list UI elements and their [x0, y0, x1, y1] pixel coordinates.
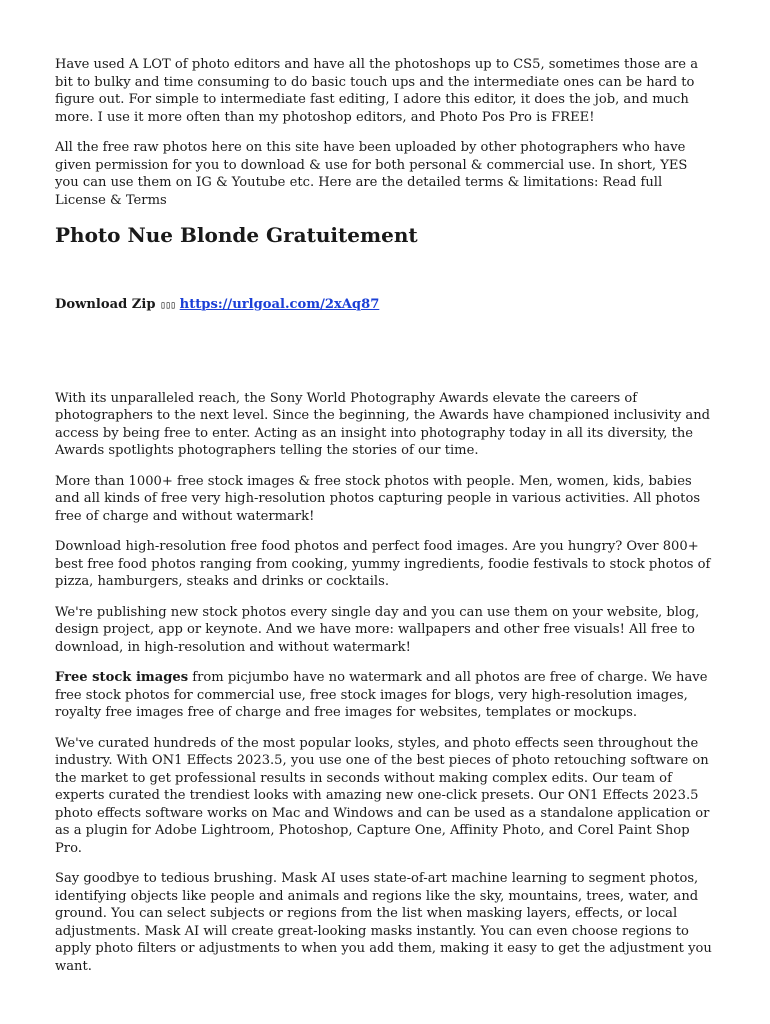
intro-paragraph-2: All the free raw photos here on this site have been uploaded by other photographers who have given permission for you to download & use for both personal & commercial use. In short, YES you can use them on IG & Youtube etc. Here are the detailed terms & limitations: Read full License & Terms	[55, 140, 688, 208]
body-paragraph-2: More than 1000+ free stock images & free stock photos with people. Men, women, kids, babies and all kinds of free very high-resolution photos capturing people in various activities. All photos free of charge and without watermark!	[55, 473, 701, 524]
download-link[interactable]: https://urlgoal.com/2xAq87	[179, 297, 380, 312]
body-paragraph-6: We've curated hundreds of the most popular looks, styles, and photo effects seen throughout the industry. With ON1 Effects 2023.5, you use one of the best pieces of photo retouching software on the market to get professional results in seconds without making complex edits. Our team of experts curated the trendiest looks with amazing new one-click presets. Our ON1 Effects 2023.5 photo effects software works on Mac and Windows and can be used as a standalone application or as a plugin for Adobe Lightroom, Photoshop, Capture One, Affinity Photo, and Corel Paint Shop Pro.	[55, 735, 710, 856]
missing-glyph-icon: ▯▯▯	[160, 300, 176, 311]
body-paragraph-3: Download high-resolution free food photos and perfect food images. Are you hungry? Over 800+ best free food photos ranging from cooking, yummy ingredients, foodie festivals to stock photos of pizza, hamburgers, steaks and drinks or cocktails.	[55, 539, 711, 589]
download-label: Download Zip	[55, 297, 156, 312]
body-paragraph-4: We're publishing new stock photos every single day and you can use them on your website, blog, design project, app or keynote. And we have more: wallpapers and other free visuals! All free to download, in high-resolution and without watermark!	[55, 604, 700, 655]
free-stock-images-bold: Free stock images	[55, 670, 189, 685]
download-line	[55, 296, 715, 315]
document-page	[55, 56, 715, 988]
body-paragraph-1: With its unparalleled reach, the Sony World Photography Awards elevate the careers of photographers to the next level. Since the beginning, the Awards have championed inclusivity and access by being free to enter. Acting as an insight into photography today in all its diversity, the Awards spotlights photographers telling the stories of our time.	[55, 390, 711, 458]
body-paragraph-7: Say goodbye to tedious brushing. Mask AI uses state-of-art machine learning to segment photos, identifying objects like people and animals and regions like the sky, mountains, trees, water, and ground. You can select subjects or regions from the list when masking layers, effects, or local adjustments. Mask AI will create great-looking masks instantly. You can even choose regions to apply photo filters or adjustments to when you add them, making it easy to get the adjustment you want.	[55, 871, 712, 974]
page-title: Photo Nue Blonde Gratuitement	[55, 223, 418, 247]
body-paragraph-5	[55, 669, 715, 722]
body-paragraph-5-rest: from picjumbo have no watermark and all photos are free of charge. We have free stock photos for commercial use, free stock images for blogs, very high-resolution images, royalty free images free of charge and free images for websites, templates or mockups.	[55, 670, 708, 720]
intro-paragraph-1: Have used A LOT of photo editors and have all the photoshops up to CS5, sometimes those are a bit to bulky and time consuming to do basic touch ups and the intermediate ones can be hard to figure out. For simple to intermediate fast editing, I adore this editor, it does the job, and much more. I use it more often than my photoshop editors, and Photo Pos Pro is FREE!	[55, 57, 699, 125]
